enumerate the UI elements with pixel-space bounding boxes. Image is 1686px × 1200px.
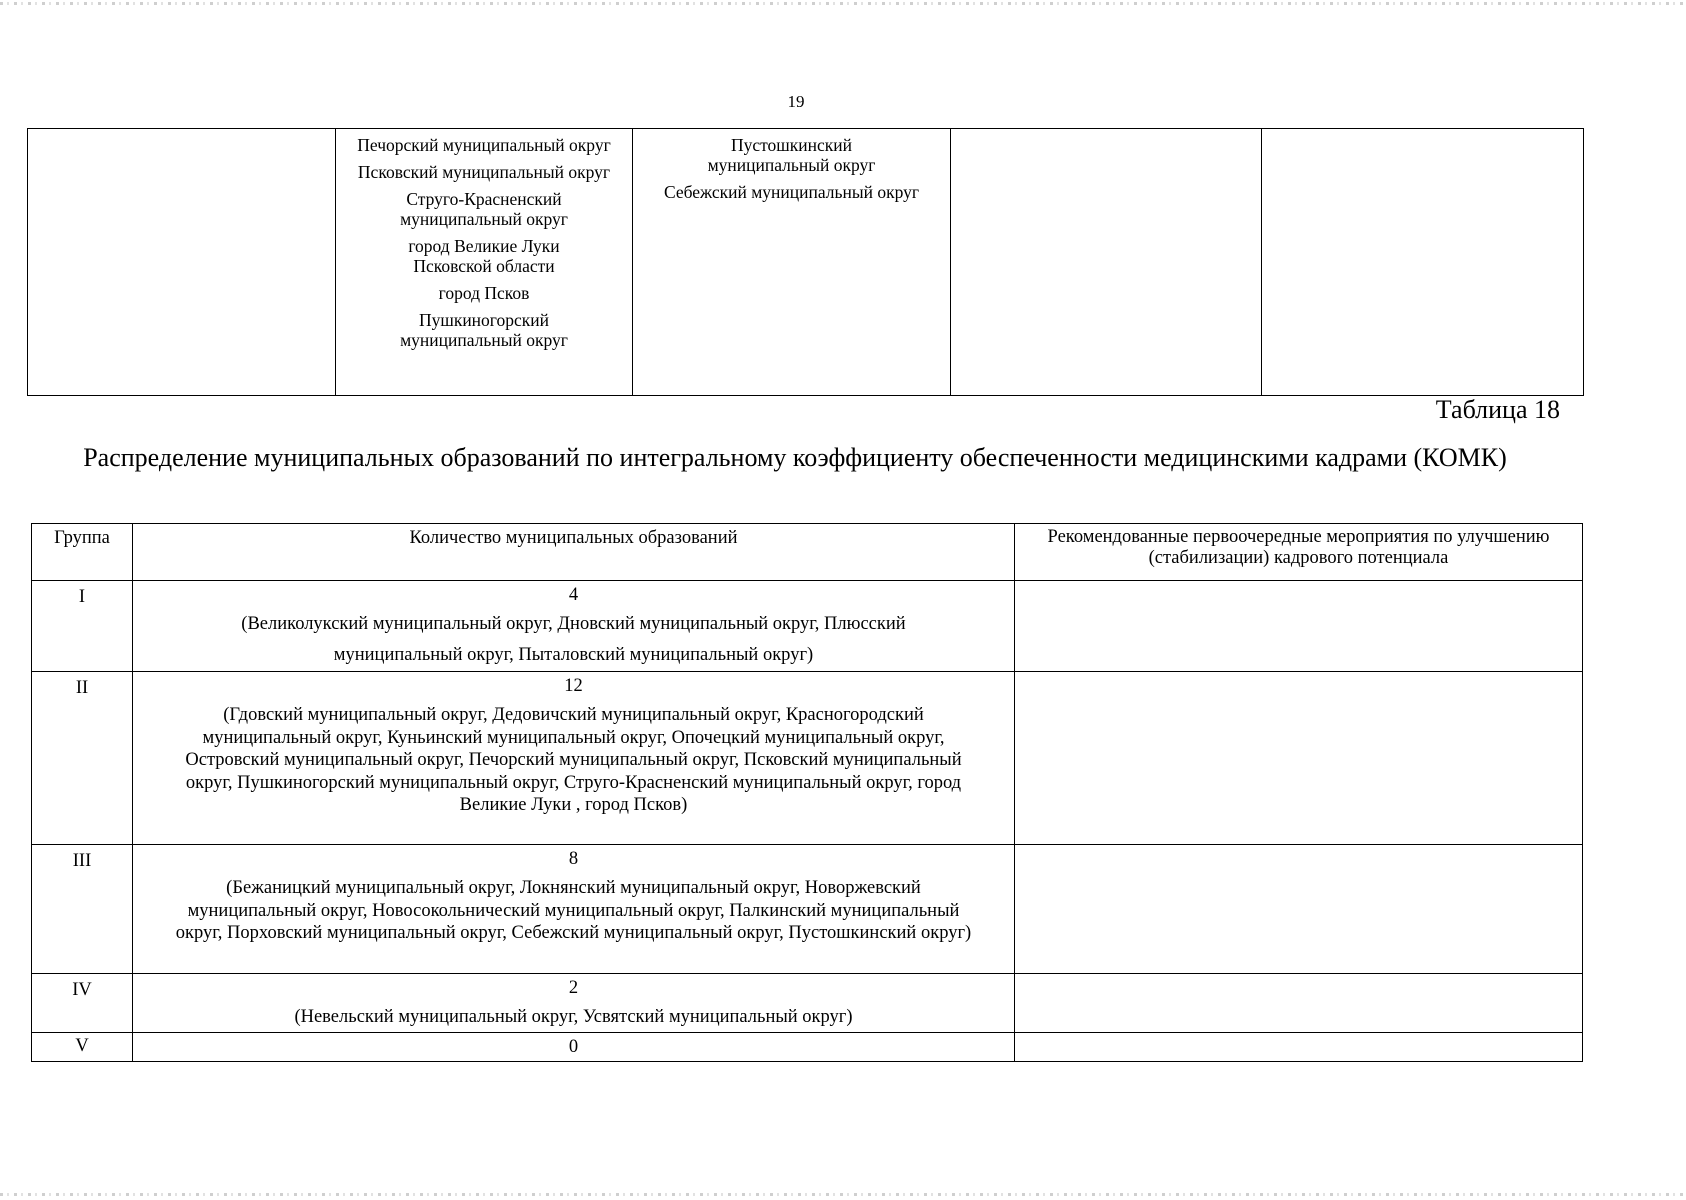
count-value: 2: [568, 978, 579, 998]
table-row: [32, 672, 1583, 845]
district-entry: Псковский муниципальный округ: [357, 162, 611, 182]
district-list: (Бежаницкий муниципальный округ, Локнянский муниципальный округ, Новоржевский муниципальный округ, Новосокольнический муниципальный округ, Палкинский муниципальный округ, Порховский муниципальный округ, Себежский муниципальный округ, Пустошкинский округ): [175, 878, 972, 943]
table-number: Таблица 18: [1435, 395, 1560, 424]
district-entry: Себежский муниципальный округ: [663, 182, 920, 202]
count-value: 0: [568, 1037, 579, 1057]
continuation-cell-4: [951, 129, 1262, 396]
count-cell: [133, 845, 1015, 974]
continuation-cell-3: [633, 129, 951, 396]
group-cell: II: [32, 672, 133, 845]
group-cell: I: [32, 581, 133, 672]
count-value: 8: [568, 849, 579, 869]
header-group: Группа: [32, 524, 133, 581]
count-cell: [133, 581, 1015, 672]
measures-cell: [1015, 581, 1583, 672]
district-list: (Невельский муниципальный округ, Усвятский муниципальный округ): [294, 1007, 853, 1027]
district-entry: город Псков: [438, 283, 530, 303]
header-count: Количество муниципальных образований: [133, 524, 1015, 581]
district-list: (Гдовский муниципальный округ, Дедовичский муниципальный округ, Красногородский муниципальный округ, Куньинский муниципальный округ, Опочецкий муниципальный округ, Островский муниципальный округ, Печорский муниципальный округ, Псковский муниципальный округ, Пушкиногорский муниципальный округ, Струго-Красненский муниципальный округ, город Великие Луки , город Псков): [185, 705, 962, 815]
count-value: 12: [564, 676, 583, 696]
measures-cell: [1015, 974, 1583, 1033]
district-entry: город Великие Луки Псковской области: [408, 236, 560, 276]
count-cell: [133, 974, 1015, 1033]
table-row: [32, 1033, 1583, 1062]
district-entry: Пушкиногорский муниципальный округ: [400, 310, 568, 350]
header-measures: Рекомендованные первоочередные мероприятия по улучшению (стабилизации) кадрового потенциала: [1015, 524, 1583, 581]
continuation-table: [27, 128, 1584, 396]
group-cell: III: [32, 845, 133, 974]
table-row: [32, 974, 1583, 1033]
count-value: 4: [568, 585, 579, 605]
scan-edge-bottom: [0, 1193, 1686, 1196]
district-entry: Пустошкинский муниципальный округ: [707, 135, 876, 175]
komk-distribution-table: [31, 523, 1583, 1062]
group-cell: V: [32, 1033, 133, 1062]
continuation-cell-2: [336, 129, 633, 396]
scan-edge-top: [0, 2, 1686, 5]
page-number: 19: [787, 92, 805, 111]
count-cell: [133, 1033, 1015, 1062]
measures-cell: [1015, 672, 1583, 845]
continuation-cell-5: [1262, 129, 1584, 396]
district-entry: Печорский муниципальный округ: [357, 135, 611, 155]
table-header-row: [32, 524, 1583, 581]
district-entry: Струго-Красненский муниципальный округ: [400, 189, 568, 229]
count-cell: [133, 672, 1015, 845]
continuation-cell-1: [28, 129, 336, 396]
table-caption: Распределение муниципальных образований по интегральному коэффициенту обеспеченности медицинскими кадрами (КОМК): [83, 443, 1507, 472]
table-row: [32, 581, 1583, 672]
group-cell: IV: [32, 974, 133, 1033]
district-list: (Великолукский муниципальный округ, Дновский муниципальный округ, Плюсский муниципальный округ, Пыталовский муниципальный округ): [241, 614, 906, 665]
measures-cell: [1015, 1033, 1583, 1062]
table-row: [32, 845, 1583, 974]
measures-cell: [1015, 845, 1583, 974]
